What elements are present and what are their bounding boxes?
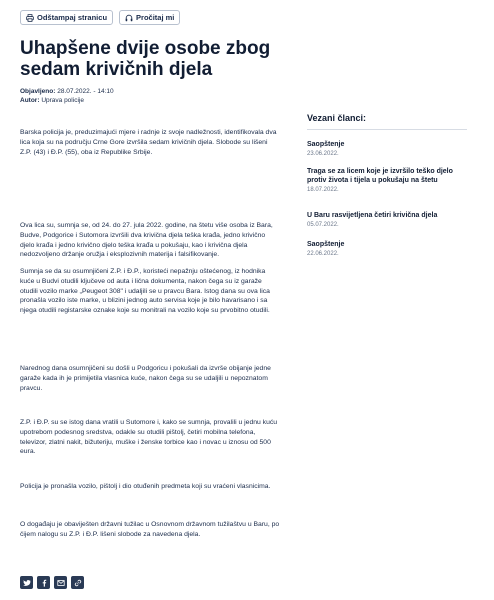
related-article-item[interactable] <box>307 167 467 193</box>
related-article-date: 23.06.2022. <box>307 151 339 157</box>
link-icon <box>74 579 82 587</box>
related-article-item[interactable] <box>307 140 467 157</box>
share-twitter-button[interactable] <box>20 576 33 589</box>
share-bar <box>20 576 84 589</box>
print-label: Odštampaj stranicu <box>37 13 108 22</box>
related-article-item[interactable] <box>307 211 467 228</box>
related-article-title[interactable]: U Baru rasvijetljena četiri krivična djela <box>307 212 438 219</box>
related-article-date: 18.07.2022. <box>307 187 339 193</box>
copy-link-button[interactable] <box>71 576 84 589</box>
related-article-date: 05.07.2022. <box>307 222 339 228</box>
author-line <box>20 96 114 105</box>
printer-icon <box>26 14 34 22</box>
article-paragraph: Narednog dana osumnjičeni su došli u Podgoricu i pokušali da izvrše obijanje jedne garaže kada ih je primijetila vlasnica kuće, nakon čega su se udaljili u nepoznatom pravcu. <box>20 365 271 392</box>
print-button[interactable] <box>20 10 113 25</box>
share-facebook-button[interactable] <box>37 576 50 589</box>
related-articles-title: Vezani članci: <box>307 113 367 123</box>
author-label: Autor: <box>20 97 40 104</box>
read-aloud-button[interactable] <box>119 10 180 25</box>
twitter-icon <box>23 579 31 587</box>
divider <box>307 129 467 130</box>
article-paragraph: Barska policija je, preduzimajući mjere i radnje iz svoje nadležnosti, identifikovala dva lica koja su na području Crne Gore izvršila sedam krivičnih djela. Slobode su lišeni Z.P. (43) i Đ.P. (55), oba iz Republike Srbije. <box>20 129 277 156</box>
related-article-title[interactable]: Saopštenje <box>307 141 345 148</box>
read-aloud-label: Pročitaj mi <box>136 13 175 22</box>
page-title: Uhapšene dvije osobe zbog sedam krivičnih djela <box>20 38 271 80</box>
article-meta <box>20 87 114 105</box>
related-article-title[interactable]: Saopštenje <box>307 241 345 248</box>
article-paragraph: O događaju je obaviješten državni tužilac u Osnovnom državnom tužilaštvu u Baru, po čijem nalogu su Z.P. i Đ.P. lišeni slobode za navedena djela. <box>20 521 280 538</box>
related-article-item[interactable] <box>307 240 467 257</box>
share-email-button[interactable] <box>54 576 67 589</box>
headphones-icon <box>125 14 133 22</box>
article-toolbar <box>20 10 180 25</box>
facebook-icon <box>40 579 48 587</box>
published-label: Objavljeno: <box>20 88 56 95</box>
article-paragraph: Z.P. i Đ.P. su se istog dana vratili u Sutomore i, kako se sumnja, provalili u jednu kuću upotrebom podesnog sredstva, odakle su otudili pištolj, četiri mobilna telefona, televizor, zlatni nakit, bižuteriju, muške i ženske torbice kao i novac u iznosu od 500 eura. <box>20 419 278 456</box>
email-icon <box>57 579 65 587</box>
related-articles <box>307 113 467 257</box>
published-value: 28.07.2022. - 14:10 <box>57 88 114 95</box>
published-line <box>20 87 114 96</box>
article-paragraph: Sumnja se da su osumnjičeni Z.P. i Đ.P., koristeći nepažnju oštećenog, iz hodnika kuće u Budvi otudili ključeve od auta i lična dokumenta, nakon čega su iz garaže otudili vozilo marke „Peugeot 308" i udaljili se u pravcu Bara. Istog dana su ova lica pronašla vozilo iste marke, u blizini jednog auto servisa koje je bilo havarisano i sa njega otudili registarske oznake koje su monitrali na vozilo koje su prvobitno otudili. <box>20 268 270 315</box>
author-value: Uprava policije <box>41 97 84 104</box>
related-article-title[interactable]: Traga se za licem koje je izvršilo teško djelo protiv života i tijela u pokušaju na štetu <box>307 168 453 184</box>
article-paragraph: Policija je pronašla vozilo, pištolj i dio otuđenih predmeta koji su vraćeni vlasnicima. <box>20 483 271 490</box>
related-article-date: 22.06.2022. <box>307 251 339 257</box>
article-paragraph: Ova lica su, sumnja se, od 24. do 27. jula 2022. godine, na štetu više osoba iz Bara, Budve, Podgorice i Sutomora izvršili dva krivična djela teška krađa, jedno krivično djelo krađa i jedno krivično djelo teška krađa u pokušaju, kao i krivična djela nedozvoljeno držanje oružja i eksplozivnih materija i falsifikovanje. <box>20 222 273 259</box>
